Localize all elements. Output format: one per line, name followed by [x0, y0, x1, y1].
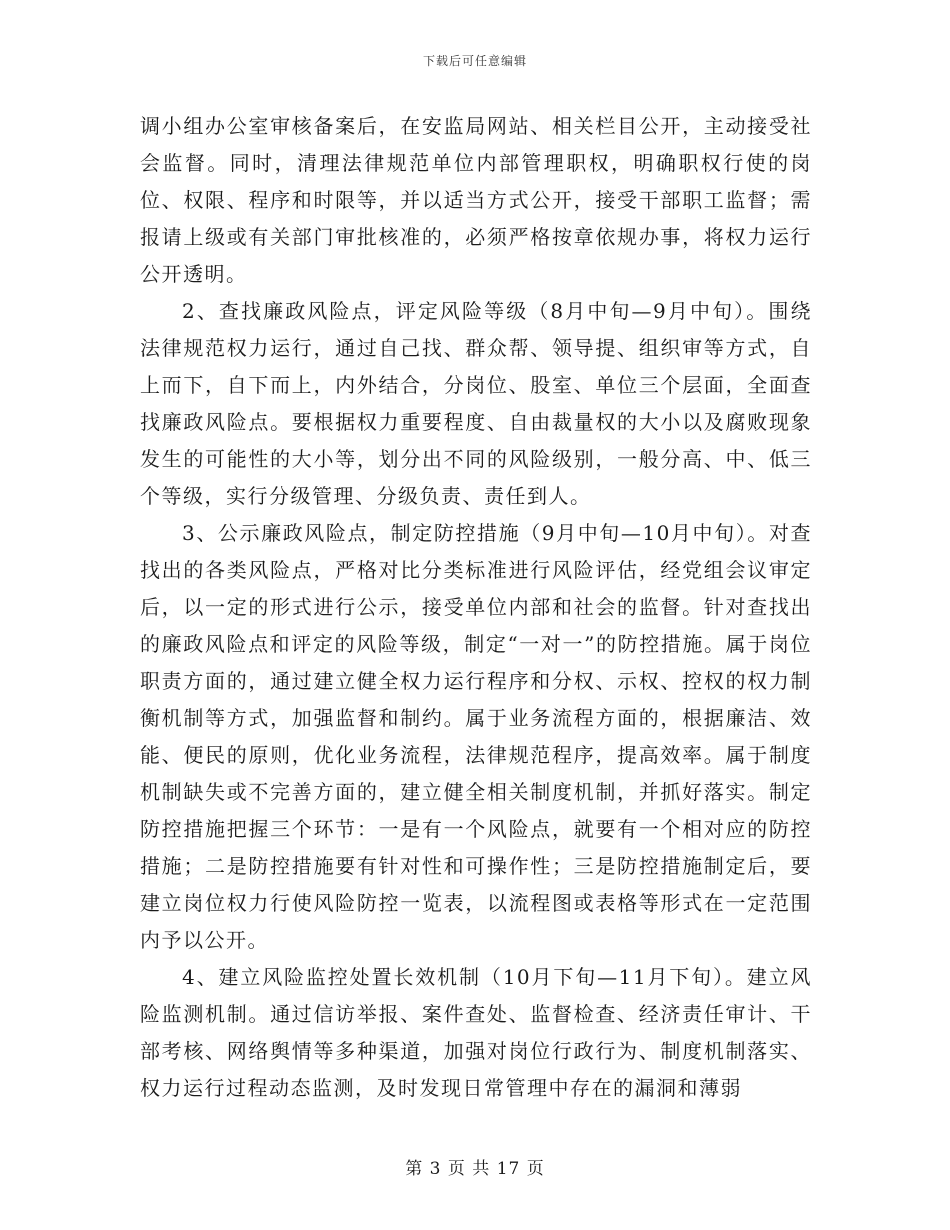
- page-header-note: 下载后可任意编辑: [422, 54, 527, 68]
- paragraph-item-2: 2、查找廉政风险点，评定风险等级（8月中旬—9月中旬）。围绕法律规范权力运行，通过自己找、群众帮、领导提、组织审等方式，自上而下，自下而上，内外结合，分岗位、股室、单位三个层面，全面查找廉政风险点。要根据权力重要程度、自由裁量权的大小以及腐败现象发生的可能性的大小等，划分出不同的风险级别，一般分高、中、低三个等级，实行分级管理、分级负责、责任到人。: [140, 299, 812, 508]
- paragraph-item-4: 4、建立风险监控处置长效机制（10月下旬—11月下旬）。建立风险监测机制。通过信访举报、案件查处、监督检查、经济责任审计、干部考核、网络舆情等多种渠道，加强对岗位行政行为、制度机制落实、权力运行过程动态监测，及时发现日常管理中存在的漏洞和薄弱: [140, 965, 812, 1100]
- page-number-footer: 第 3 页 共 17 页: [405, 1159, 545, 1179]
- paragraph-item-3: 3、公示廉政风险点，制定防控措施（9月中旬—10月中旬）。对查找出的各类风险点，严格对比分类标准进行风险评估，经党组会议审定后，以一定的形式进行公示，接受单位内部和社会的监督。针对查找出的廉政风险点和评定的风险等级，制定“一对一”的防控措施。属于岗位职责方面的，通过建立健全权力运行程序和分权、示权、控权的权力制衡机制等方式，加强监督和制约。属于业务流程方面的，根据廉洁、效能、便民的原则，优化业务流程，法律规范程序，提高效率。属于制度机制缺失或不完善方面的，建立健全相关制度机制，并抓好落实。制定防控措施把握三个环节：一是有一个风险点，就要有一个相对应的防控措施；二是防控措施要有针对性和可操作性；三是防控措施制定后，要建立岗位权力行使风险防控一览表，以流程图或表格等形式在一定范围内予以公开。: [140, 521, 812, 952]
- paragraph-continuation: 调小组办公室审核备案后，在安监局网站、相关栏目公开，主动接受社会监督。同时，清理法律规范单位内部管理职权，明确职权行使的岗位、权限、程序和时限等，并以适当方式公开，接受干部职工监督；需报请上级或有关部门审批核准的，必须严格按章依规办事，将权力运行公开透明。: [140, 114, 812, 286]
- document-body: [140, 108, 812, 1107]
